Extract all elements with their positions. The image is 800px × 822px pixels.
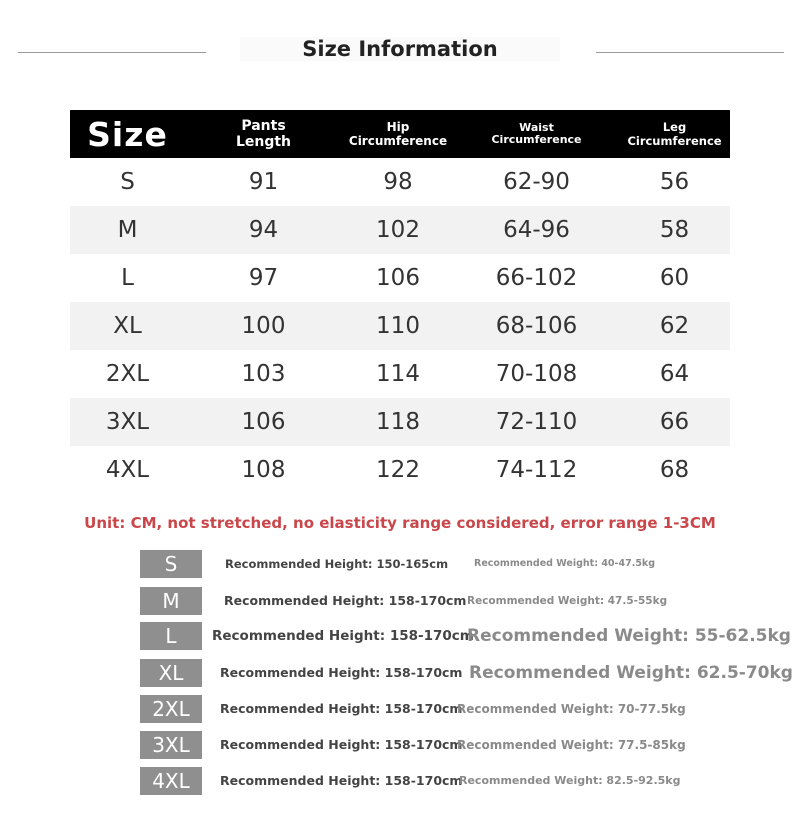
cell-pants-length: 106	[185, 398, 342, 446]
cell-hip: 102	[342, 206, 454, 254]
table-row	[70, 302, 730, 350]
recommendation-row	[0, 587, 800, 617]
recommended-weight: Recommended Weight: 77.5-85kg	[457, 738, 686, 752]
cell-leg: 68	[659, 457, 690, 483]
title-divider-right	[596, 52, 784, 53]
cell-waist: 64-96	[454, 206, 619, 254]
table-row	[70, 206, 730, 254]
header-waist-line1: Waist	[519, 121, 554, 134]
header-waist-line2: Circumference	[491, 133, 582, 146]
recommended-weight: Recommended Weight: 62.5-70kg	[469, 663, 793, 683]
cell-pants-length: 97	[248, 265, 279, 291]
table-row	[70, 158, 730, 206]
cell-waist: 68-106	[454, 302, 619, 350]
cell-waist: 74-112	[495, 457, 578, 483]
cell-pants-length: 100	[185, 302, 342, 350]
cell-size: M	[70, 206, 185, 254]
cell-hip: 122	[376, 457, 420, 483]
cell-leg: 62	[619, 302, 730, 350]
recommended-height: Recommended Height: 150-165cm	[225, 557, 449, 571]
cell-waist: 70-108	[495, 361, 578, 387]
recommendation-row	[0, 659, 800, 689]
recommendation-row	[0, 767, 800, 797]
header-hip-circumference: Hip Circumference	[342, 110, 454, 158]
recommended-weight: Recommended Weight: 47.5-55kg	[467, 595, 668, 607]
recommended-weight: Recommended Weight: 55-62.5kg	[467, 626, 791, 646]
recommended-height: Recommended Height: 158-170cm	[220, 737, 463, 752]
cell-hip: 114	[376, 361, 420, 387]
recommendation-row	[0, 550, 800, 580]
header-pants-length-line2: Length	[235, 134, 292, 150]
title-divider-left	[18, 52, 206, 53]
cell-leg: 60	[659, 265, 690, 291]
size-badge: 3XL	[140, 731, 202, 759]
size-badge: 2XL	[140, 695, 202, 723]
cell-waist: 66-102	[495, 265, 578, 291]
recommended-height: Recommended Height: 158-170cm	[220, 773, 463, 788]
recommendation-row	[0, 695, 800, 725]
cell-leg: 64	[659, 361, 690, 387]
header-pants-length-line1: Pants	[241, 118, 286, 134]
size-badge: 4XL	[140, 767, 202, 795]
cell-leg: 66	[619, 398, 730, 446]
cell-leg: 58	[619, 206, 730, 254]
size-badge: XL	[140, 659, 202, 687]
size-table	[70, 110, 730, 494]
size-badge: M	[140, 587, 202, 615]
header-pants-length	[185, 110, 342, 158]
table-row	[70, 254, 730, 302]
size-badge: L	[140, 622, 202, 650]
recommendation-row	[0, 622, 800, 652]
cell-size: S	[120, 169, 135, 195]
header-size: Size	[70, 110, 185, 158]
cell-size: XL	[70, 302, 185, 350]
header-waist-circumference	[454, 110, 619, 158]
table-row	[70, 350, 730, 398]
table-row	[70, 398, 730, 446]
cell-hip: 118	[342, 398, 454, 446]
recommended-height: Recommended Height: 158-170cm	[212, 628, 474, 644]
table-row	[70, 446, 730, 494]
recommended-weight: Recommended Weight: 82.5-92.5kg	[459, 774, 681, 787]
cell-size: 2XL	[105, 361, 150, 387]
cell-pants-length: 94	[185, 206, 342, 254]
recommended-height: Recommended Height: 158-170cm	[220, 665, 463, 680]
cell-pants-length: 108	[241, 457, 286, 483]
cell-pants-length: 103	[241, 361, 286, 387]
page-title: Size Information	[240, 37, 560, 61]
cell-leg: 56	[659, 169, 690, 195]
cell-hip: 106	[376, 265, 420, 291]
unit-note: Unit: CM, not stretched, no elasticity range considered, error range 1-3CM	[84, 514, 716, 532]
cell-size: 4XL	[105, 457, 150, 483]
cell-size: L	[121, 265, 134, 291]
size-badge: S	[140, 550, 202, 578]
recommended-weight: Recommended Weight: 70-77.5kg	[457, 702, 686, 716]
header-leg-circumference: Leg Circumference	[619, 110, 730, 158]
cell-waist: 72-110	[454, 398, 619, 446]
recommended-weight: Recommended Weight: 40-47.5kg	[474, 558, 656, 569]
cell-waist: 62-90	[503, 169, 570, 195]
cell-hip: 98	[383, 169, 413, 195]
cell-size: 3XL	[70, 398, 185, 446]
cell-pants-length: 91	[248, 169, 279, 195]
table-header-row	[70, 110, 730, 158]
recommendation-row	[0, 731, 800, 761]
cell-hip: 110	[342, 302, 454, 350]
recommended-height: Recommended Height: 158-170cm	[224, 593, 467, 608]
recommended-height: Recommended Height: 158-170cm	[220, 701, 463, 716]
